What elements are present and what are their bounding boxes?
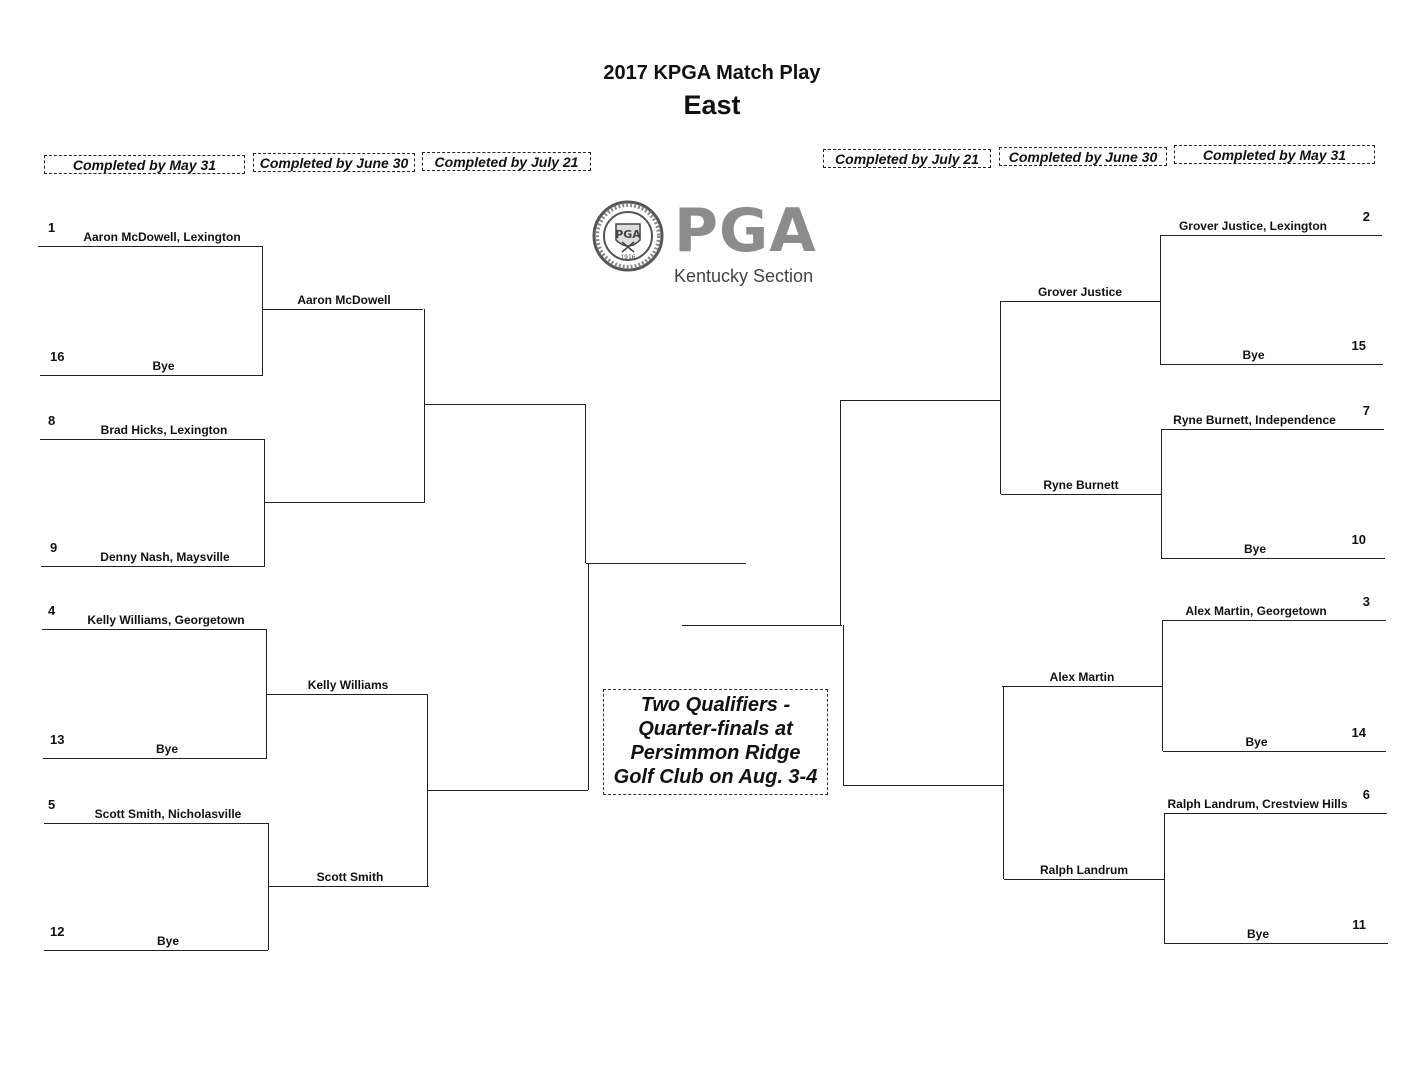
note-line: Two Qualifiers - xyxy=(640,694,791,716)
advancing-player: Ralph Landrum xyxy=(1039,863,1129,877)
note-line: Persimmon Ridge xyxy=(630,742,801,764)
bracket-connector xyxy=(262,246,263,375)
seed-number: 7 xyxy=(1362,403,1370,418)
first-round-line xyxy=(1162,620,1386,621)
player-name: Bye xyxy=(155,742,179,756)
bracket-connector xyxy=(840,400,841,625)
seed-number: 3 xyxy=(1362,594,1370,609)
bracket-connector xyxy=(1000,301,1001,494)
seed-number: 15 xyxy=(1351,338,1366,353)
note-line: Golf Club on Aug. 3-4 xyxy=(613,766,818,788)
player-name: Kelly Williams, Georgetown xyxy=(87,613,245,627)
seal-letters: PGA xyxy=(615,228,641,241)
bracket-connector xyxy=(1003,686,1004,879)
advancing-player: Aaron McDowell xyxy=(297,293,391,307)
first-round-line xyxy=(42,629,266,630)
advancing-player: Scott Smith xyxy=(316,870,384,884)
first-round-line xyxy=(1164,943,1388,944)
player-name: Bye xyxy=(156,934,180,948)
qualifier-line xyxy=(682,625,842,626)
second-round-line xyxy=(1002,686,1162,687)
seed-number: 1 xyxy=(48,220,56,235)
player-name: Denny Nash, Maysville xyxy=(100,550,230,564)
deadline-left-round1: Completed by May 31 xyxy=(44,155,245,174)
seed-number: 10 xyxy=(1351,532,1366,547)
seed-number: 6 xyxy=(1362,787,1370,802)
seed-number: 4 xyxy=(48,603,56,618)
player-name: Grover Justice, Lexington xyxy=(1178,219,1328,233)
first-round-line xyxy=(1161,558,1385,559)
qualifier-line xyxy=(586,563,746,564)
second-round-line xyxy=(1000,301,1160,302)
second-round-line xyxy=(264,502,425,503)
bracket-connector xyxy=(585,404,586,563)
first-round-line xyxy=(40,375,263,376)
third-round-line xyxy=(427,790,588,791)
pga-kentucky-logo xyxy=(592,196,842,296)
second-round-line xyxy=(268,886,429,887)
bracket-connector xyxy=(1164,813,1165,943)
player-name: Ryne Burnett, Independence xyxy=(1173,413,1336,427)
seed-number: 5 xyxy=(48,797,56,812)
player-name: Bye xyxy=(1242,348,1265,362)
bracket-connector xyxy=(843,625,844,785)
first-round-line xyxy=(1160,364,1383,365)
first-round-line xyxy=(41,566,265,567)
first-round-line xyxy=(1163,751,1386,752)
advancing-player: Ryne Burnett xyxy=(1043,478,1119,492)
third-round-line xyxy=(840,400,1000,401)
seed-number: 13 xyxy=(50,732,65,747)
player-name: Bye xyxy=(1246,927,1270,941)
bracket-connector xyxy=(424,309,425,502)
tournament-title: 2017 KPGA Match Play xyxy=(603,62,821,84)
deadline-right-round2: Completed by June 30 xyxy=(999,147,1167,166)
pga-seal-icon xyxy=(592,196,664,276)
pga-wordmark: PGA xyxy=(674,196,817,266)
region-title: East xyxy=(683,90,741,120)
first-round-line xyxy=(43,758,267,759)
player-name: Alex Martin, Georgetown xyxy=(1185,604,1327,618)
first-round-line xyxy=(40,439,264,440)
seed-number: 2 xyxy=(1362,209,1370,224)
svg-text:1916: 1916 xyxy=(620,254,636,261)
first-round-line xyxy=(44,950,268,951)
player-name: Brad Hicks, Lexington xyxy=(100,423,228,437)
deadline-right-round1: Completed by May 31 xyxy=(1174,145,1375,164)
seed-number: 16 xyxy=(50,349,65,364)
first-round-line xyxy=(44,823,268,824)
deadline-right-round3: Completed by July 21 xyxy=(823,149,991,168)
second-round-line xyxy=(266,694,427,695)
seed-number: 9 xyxy=(50,540,58,555)
advancing-player: Kelly Williams xyxy=(307,678,389,692)
seed-number: 14 xyxy=(1351,725,1366,740)
bracket-connector xyxy=(1160,235,1161,364)
first-round-line xyxy=(1161,429,1384,430)
advancing-player: Alex Martin xyxy=(1049,670,1115,684)
player-name: Aaron McDowell, Lexington xyxy=(83,230,241,244)
player-name: Bye xyxy=(1245,735,1268,749)
player-name: Bye xyxy=(1243,542,1267,556)
player-name: Ralph Landrum, Crestview Hills xyxy=(1167,797,1348,811)
second-round-line xyxy=(1004,879,1164,880)
seed-number: 12 xyxy=(50,924,65,939)
player-name: Scott Smith, Nicholasville xyxy=(94,807,242,821)
third-round-line xyxy=(843,785,1003,786)
advancing-player: Grover Justice xyxy=(1037,285,1123,299)
qualifiers-note xyxy=(603,689,828,795)
first-round-line xyxy=(1164,813,1387,814)
first-round-line xyxy=(1160,235,1382,236)
player-name: Bye xyxy=(152,359,175,373)
section-name: Kentucky Section xyxy=(674,266,814,286)
seed-number: 8 xyxy=(48,413,56,428)
note-line: Quarter-finals at xyxy=(638,718,793,740)
deadline-left-round3: Completed by July 21 xyxy=(422,152,591,171)
seed-number: 11 xyxy=(1352,917,1366,932)
second-round-line xyxy=(262,309,423,310)
first-round-line xyxy=(38,246,262,247)
second-round-line xyxy=(1001,494,1161,495)
bracket-connector xyxy=(1162,620,1163,751)
bracket-connector xyxy=(588,563,589,790)
third-round-line xyxy=(424,404,585,405)
bracket-connector xyxy=(1161,429,1162,558)
deadline-left-round2: Completed by June 30 xyxy=(253,153,415,172)
